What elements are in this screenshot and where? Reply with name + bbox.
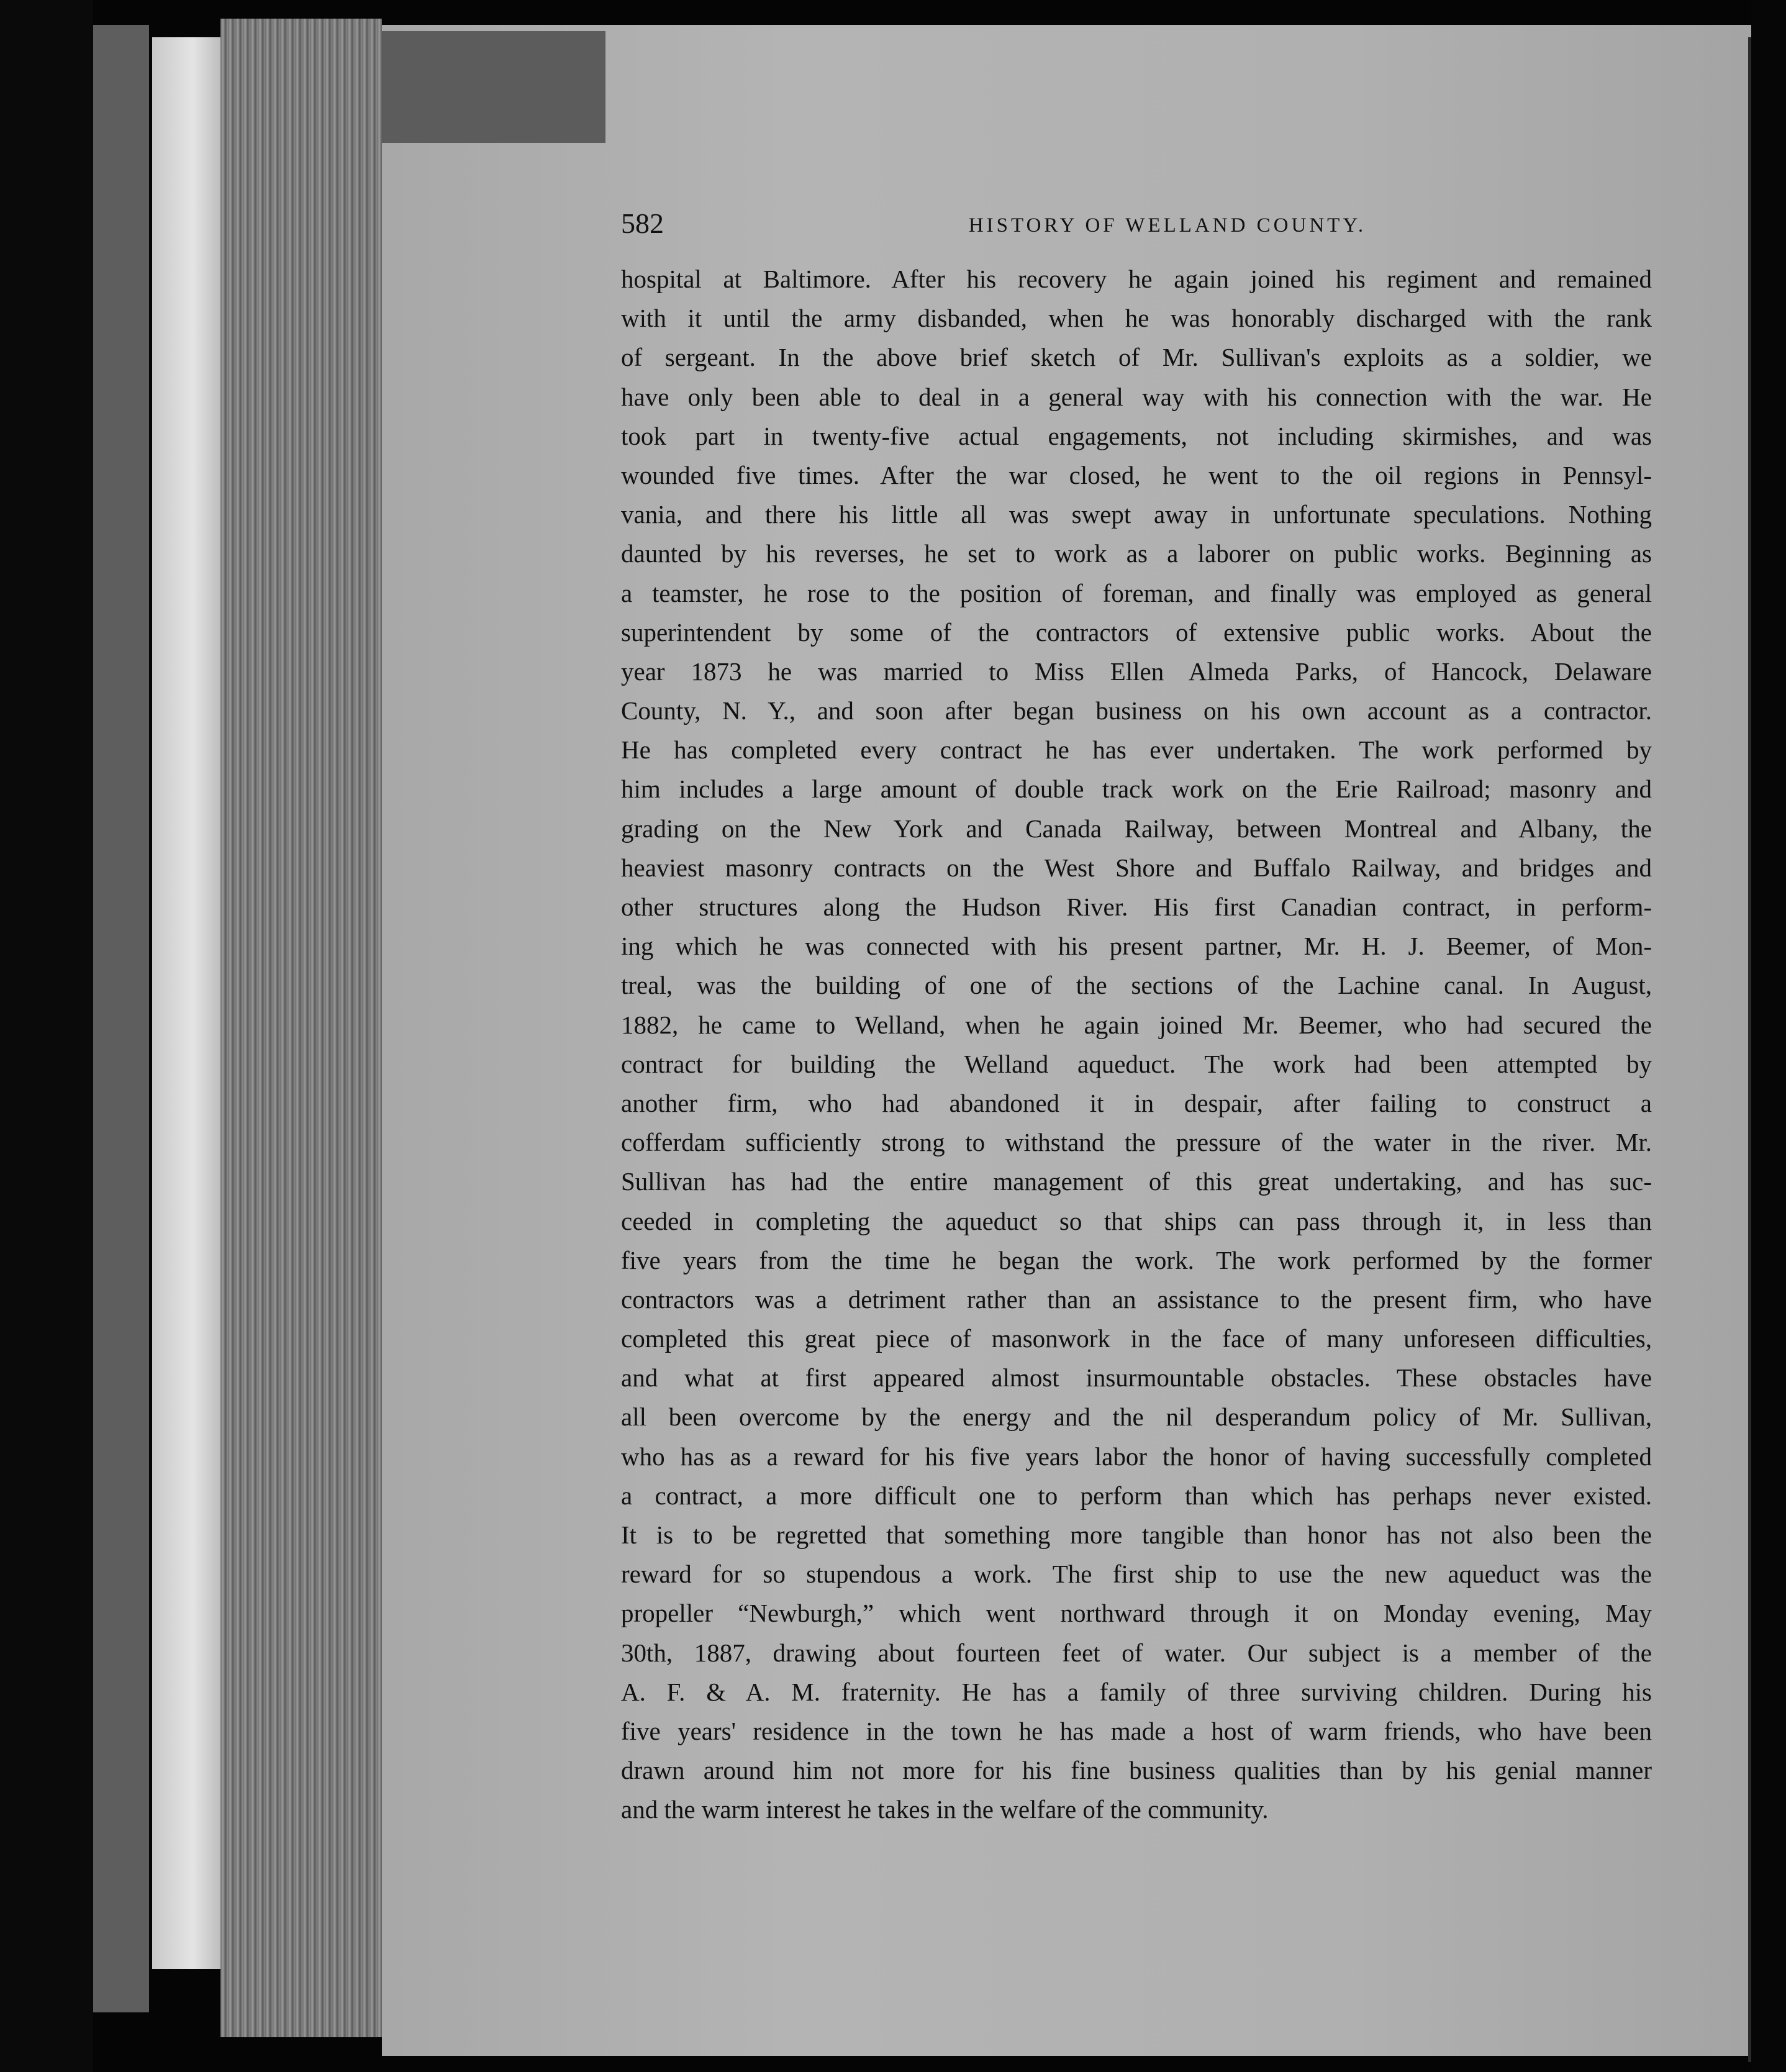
text-line: five years from the time he began the work. The work performed by the former [621,1245,1652,1275]
text-line: grading on the New York and Canada Railway, between Montreal and Albany, the [621,814,1652,843]
text-line: year 1873 he was married to Miss Ellen Almeda Parks, of Hancock, Delaware [621,657,1652,686]
text-line: and the warm interest he takes in the welfare of the community. [621,1795,1269,1824]
text-line: County, N. Y., and soon after began business on his own account as a contractor. [621,696,1652,725]
body-text [621,260,1652,1830]
text-line: ing which he was connected with his present partner, Mr. H. J. Beemer, of Mon- [621,932,1652,961]
text-line: It is to be regretted that something more tangible than honor has not also been the [621,1520,1652,1549]
text-line: other structures along the Hudson River. His first Canadian contract, in perform- [621,893,1652,921]
text-line: propeller “Newburgh,” which went northward through it on Monday evening, May [621,1599,1652,1628]
text-line: hospital at Baltimore. After his recovery he again joined his regiment and remained [621,265,1652,293]
text-line: 30th, 1887, drawing about fourteen feet of water. Our subject is a member of the [621,1638,1652,1667]
text-line: took part in twenty-five actual engagements, not including skirmishes, and was [621,421,1652,450]
text-line: have only been able to deal in a general way with his connection with the war. He [621,382,1652,411]
page-stack-edges [220,19,382,2037]
left-page-edge [152,37,220,1969]
page-number: 582 [621,207,664,239]
text-line: cofferdam sufficiently strong to withstand the pressure of the water in the river. Mr. [621,1128,1652,1157]
text-line: treal, was the building of one of the sections of the Lachine canal. In August, [621,971,1652,1000]
text-line: He has completed every contract he has ever undertaken. The work performed by [621,735,1652,765]
text-line: him includes a large amount of double track work on the Erie Railroad; masonry and [621,775,1652,804]
text-line: vania, and there his little all was swept away in unfortunate speculations. Nothing [621,500,1652,529]
text-line: ceeded in completing the aqueduct so that ships can pass through it, in less than [621,1206,1652,1235]
text-line: and what at first appeared almost insurmountable obstacles. These obstacles have [621,1363,1652,1393]
page-corner-shadow [382,31,605,143]
text-line: a contract, a more difficult one to perform than which has perhaps never existed. [621,1481,1652,1510]
text-line: of sergeant. In the above brief sketch of Mr. Sullivan's exploits as a soldier, we [621,343,1652,372]
text-line: reward for so stupendous a work. The first ship to use the new aqueduct was the [621,1560,1652,1589]
text-line: daunted by his reverses, he set to work as a laborer on public works. Beginning as [621,539,1652,568]
text-line: 1882, he came to Welland, when he again joined Mr. Beemer, who had secured the [621,1010,1652,1039]
text-line: Sullivan has had the entire management of this great undertaking, and has suc- [621,1167,1652,1196]
book-spine-band [93,25,149,2012]
text-line: another firm, who had abandoned it in despair, after failing to construct a [621,1088,1652,1117]
text-line: drawn around him not more for his fine business qualities than by his genial manner [621,1756,1652,1785]
text-line: contract for building the Welland aqueduct. The work had been attempted by [621,1049,1652,1078]
text-line: superintendent by some of the contractors of extensive public works. About the [621,617,1652,647]
text-line: heaviest masonry contracts on the West Shore and Buffalo Railway, and bridges and [621,853,1652,882]
text-line: wounded five times. After the war closed, he went to the oil regions in Pennsyl- [621,460,1652,489]
text-line: A. F. & A. M. fraternity. He has a family of three surviving children. During his [621,1677,1652,1706]
page-header [621,205,1652,255]
right-scan-edge [1751,0,1786,2072]
text-line: who has as a reward for his five years labor the honor of having successfully completed [621,1442,1652,1471]
text-line: five years' residence in the town he has made a host of warm friends, who have been [621,1716,1652,1745]
text-line: with it until the army disbanded, when he was honorably discharged with the rank [621,304,1652,333]
running-head: HISTORY OF WELLAND COUNTY. [968,214,1367,237]
text-line: completed this great piece of masonwork in the face of many unforeseen difficulties, [621,1324,1652,1353]
text-line: all been overcome by the energy and the nil desperandum policy of Mr. Sullivan, [621,1402,1652,1432]
text-line: contractors was a detriment rather than an assistance to the present firm, who have [621,1284,1652,1314]
book-spine-shadow [0,0,93,2072]
text-line: a teamster, he rose to the position of foreman, and finally was employed as general [621,578,1652,607]
